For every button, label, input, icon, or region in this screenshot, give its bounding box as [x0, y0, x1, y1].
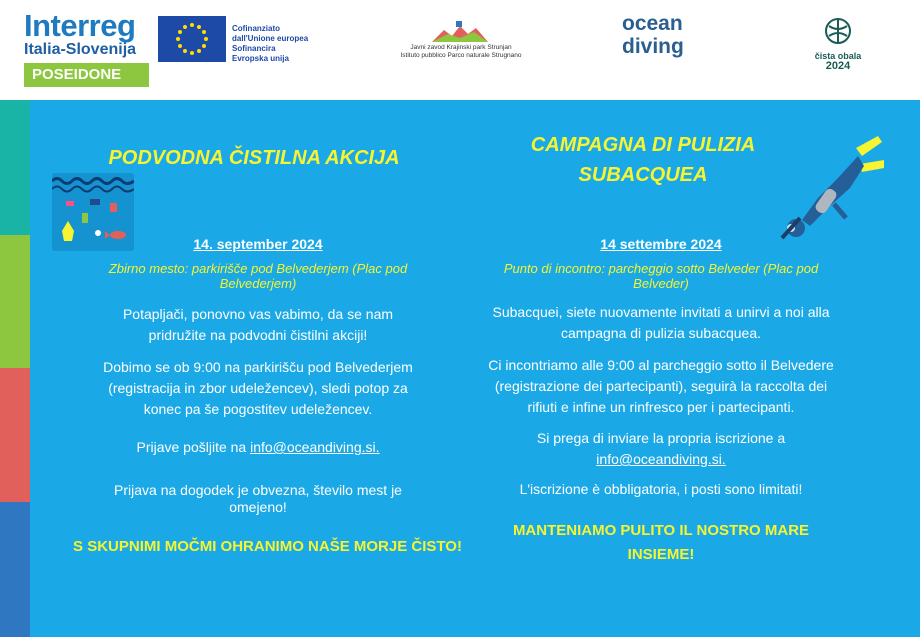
strip-teal	[0, 100, 30, 235]
eu-line: Evropska unija	[232, 54, 289, 63]
italian-date: 14 settembre 2024	[600, 236, 722, 252]
italian-meeting-point: Punto di incontro: parcheggio sotto Belveder (Plac pod Belveder)	[503, 261, 819, 291]
signup-prefix: Prijave pošljite na	[136, 439, 251, 455]
italian-mandatory-text: L'iscrizione è obbligatoria, i posti sono limitati!	[519, 481, 803, 497]
eu-cofinance-text	[232, 24, 308, 64]
strip-blue	[0, 502, 30, 637]
park-line: Javni zavod Krajinski park Strunjan	[410, 44, 512, 51]
cista-obala-logo	[808, 16, 868, 72]
interreg-logo	[24, 10, 136, 59]
slovenian-title: PODVODNA ČISTILNA AKCIJA	[108, 147, 400, 169]
slovenian-meeting-point: Zbirno mesto: parkirišče pod Belvederjem (Plac pod Belvederjem)	[108, 261, 408, 291]
strip-red	[0, 368, 30, 502]
interreg-subtitle: Italia-Slovenija	[24, 41, 137, 58]
cista-year: 2024	[825, 60, 851, 72]
ocean-diving-logo	[622, 12, 684, 58]
italian-closing: MANTENIAMO PULITO IL NOSTRO MARE INSIEME!	[512, 522, 810, 563]
cista-label: čista obala	[814, 51, 862, 61]
italian-invite-text: Subacquei, siete nuovamente invitati a unirvi a noi alla campagna di pulizia subacquea.	[492, 304, 830, 341]
interreg-title: Interreg	[24, 8, 136, 43]
slovenian-mandatory-text: Prijava na dogodek je obvezna, število mest je omejeno!	[114, 482, 402, 515]
slovenian-column	[64, 144, 444, 172]
italian-signup-text	[474, 428, 848, 470]
slovenian-schedule-text: Dobimo se ob 9:00 na parkirišču pod Belvederjem (registracija in zbor udeležencev), sledi potop za konec pa še pogostitev udeležencev.	[103, 359, 413, 417]
slovenian-body	[70, 235, 462, 559]
ocean-line: ocean	[622, 12, 683, 35]
eu-line: Cofinanziato	[232, 24, 280, 33]
eu-flag-icon	[158, 16, 226, 62]
eu-line: dall'Unione europea	[232, 34, 309, 43]
italian-signup-line: Si prega di inviare la propria iscrizione a	[536, 430, 786, 446]
slovenian-signup-text	[70, 437, 446, 458]
header-bar	[0, 0, 920, 100]
italian-body	[474, 235, 848, 567]
slovenian-closing: S SKUPNIMI MOČMI OHRANIMO NAŠE MORJE ČISTO!	[73, 538, 462, 555]
main-panel	[30, 100, 920, 637]
slovenian-email-link[interactable]: info@oceandiving.si.	[250, 439, 380, 455]
italian-schedule-text: Ci incontriamo alle 9:00 al parcheggio sotto il Belvedere (registrazione dei partecipanti), seguirà la raccolta dei rifiuti e infine un rinfresco per i partecipanti.	[488, 357, 834, 415]
slovenian-date: 14. september 2024	[193, 236, 323, 252]
diving-line: diving	[622, 35, 684, 58]
slovenian-invite-text: Potapljači, ponovno vas vabimo, da se nam pridružite na podvodni čistilni akciji!	[122, 306, 394, 343]
project-label: POSEIDONE	[24, 63, 149, 87]
italian-column	[478, 130, 808, 190]
italian-title: CAMPAGNA DI PULIZIA SUBACQUEA	[530, 134, 756, 186]
italian-email-link[interactable]: info@oceandiving.si.	[596, 451, 726, 467]
park-name	[396, 44, 526, 60]
eu-line: Sofinancira	[232, 44, 276, 53]
cista-obala-icon	[821, 16, 855, 46]
park-line: Istituto pubblico Parco naturale Strugnano	[400, 52, 522, 59]
strip-green	[0, 235, 30, 368]
